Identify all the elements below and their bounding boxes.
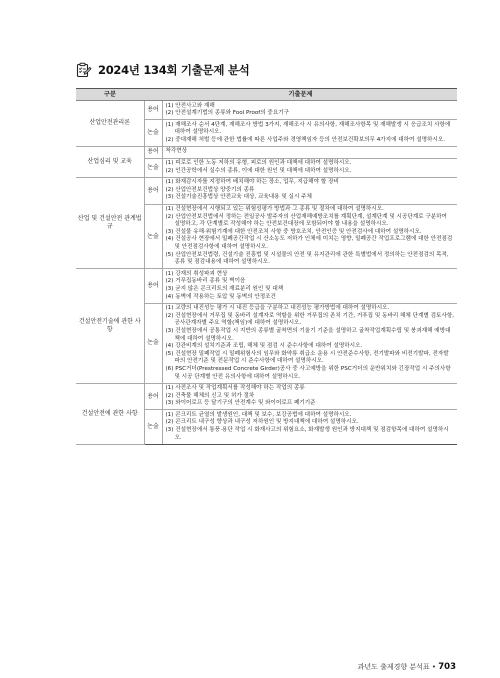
question-item: (2) 안전설계기법의 종류와 Fool Proof의 중요기구	[165, 110, 290, 117]
page-number: 703	[438, 662, 456, 672]
question-item: (5) 산업안전보건법령, 건설기술 진흥법 및 시설물의 안전 및 유지관리에 관한 특별법에서 정의하는 안전점검의 목적, 종류 및 점검내용에 대하여 설명하시오.	[165, 251, 449, 266]
question-item: (2) 산업안전보건법에서 정하는 전일공사 발주자의 산업재해예방조치를 계획단계, 설계단계 및 시공단계로 구분하여 설명하고, 각 단계별로 작성해야 하는 안전보건대장에 포함되어야 할 내용을 설명하시오.	[165, 213, 447, 228]
questions-cell	[162, 410, 457, 444]
question-item: (1) 강재의 취성파괴 현상	[165, 270, 228, 277]
table-header-row	[76, 89, 457, 101]
category-cell: 산업 및 건설안전 관계법규	[76, 177, 144, 269]
question-item: (2) 산업안전보건법상 양중기의 종류	[165, 186, 255, 193]
questions-cell	[162, 204, 457, 269]
question-item: (3) 건설현장에서 통풍·용단 작업 시 화재사고의 위험요소, 화재발생 원인과 방지대책 및 점검항목에 대하여 설명하시오.	[165, 427, 449, 441]
question-item: (2) 건설현장에서 거푸집 및 동바리 설계자로 역할을 위한 거푸집의 존치 기간, 거푸집 및 동바리 해체 단계별 검토사항, 공사관계자별 주요 역할(책임)에 대하여 설명하시오.	[165, 312, 454, 327]
category-cell: 건설안전기술에 관한 사항	[76, 269, 144, 383]
page-heading	[76, 62, 250, 78]
exam-analysis-table	[76, 88, 457, 445]
question-type-cell: 용어	[144, 383, 162, 410]
question-item: (4) 강관비계의 설치기준과 조립, 해체 및 점검 시 준수사항에 대하여 설명하시오.	[165, 343, 363, 350]
question-type-cell: 논술	[144, 204, 162, 269]
question-item: (1) 건설현장에서 시행되고 있는 위험성평가 방법과 그 종류 및 절차에 대하여 설명하시오.	[165, 206, 384, 213]
questions-cell	[162, 146, 457, 158]
checklist-pen-icon	[76, 62, 92, 78]
header-questions: 기출문제	[144, 89, 457, 101]
table-row	[76, 269, 457, 303]
questions-cell	[162, 177, 457, 204]
question-type-cell: 용어	[144, 146, 162, 158]
questions-cell	[162, 158, 457, 177]
question-item: (3) 건설현장에서 공통작업 시 지반의 종류별 굴착면의 기울기 기준을 설명하고 굴착작업계획수립 및 붕괴재해 예방대책에 대하여 설명하시오.	[165, 327, 451, 342]
question-item: (1) 사전조사 및 작업계획서를 작성해야 하는 작업의 종류	[165, 385, 305, 392]
category-cell: 산업안전관리론	[76, 101, 144, 147]
question-type-cell: 논술	[144, 303, 162, 383]
question-item: (1) 콘크리트 균열의 발생원인, 대책 및 보수, 보강공법에 대하여 설명하시오.	[165, 411, 352, 418]
questions-cell	[162, 269, 457, 303]
question-item: (2) 중대재해 처벌 등에 관한 법률에 따른 사업주와 경영책임자 등의 안전보건확보의무 4가지에 대하여 설명하시오.	[165, 136, 446, 143]
question-item: (3) 굳지 않은 콘크리트의 재료분리 원인 및 대책	[165, 285, 284, 292]
table-row	[76, 177, 457, 204]
question-type-cell: 논술	[144, 410, 162, 444]
question-item: (1) 화재감시자를 지정하여 배치해야 하는 장소, 업무, 지급해야 할 장비	[165, 179, 339, 186]
header-category: 구분	[76, 89, 144, 101]
question-item: (3) 건설물 유해·위험기계에 대한 안전조치 사항 중 방호조치, 안전인증 및 안전검사에 대하여 설명하시오.	[165, 228, 422, 235]
questions-cell	[162, 101, 457, 120]
page-footer	[358, 662, 456, 672]
question-item: (1) 피로로 인한 노동 저하의 유형, 피로의 원인과 대책에 대하여 설명하시오.	[165, 160, 352, 167]
question-item: (4) 건설공사 현장에서 밀폐공간작업 시 산소농도 저하가 인체에 미치는 영향, 밀폐공간 작업프로그램에 대한 안전점검 및 안전점검사항에 대하여 설명하시오.	[165, 236, 453, 250]
question-type-cell: 논술	[144, 158, 162, 177]
table-row	[76, 383, 457, 410]
question-item: (5) 건설현장 밀폐작업 시 밀폐위험사의 임무와 화약류 취급소 운용 시 안전준수사항, 전기발파와 비전기발파, 전자발파의 안전기준 및 전문작업 시 준수사항에 대하여 설명하시오.	[165, 350, 449, 365]
category-cell: 산업심리 및 교육	[76, 146, 144, 177]
questions-cell	[162, 383, 457, 410]
question-item: (1) 교량의 내진성능 평가 시 내진 등급을 구분하고 내진성능 평가방법에 대하여 설명하시오.	[165, 305, 390, 312]
question-item: (3) 건설기술진흥법상 안전교육 대상, 교육내용 및 실시 주체	[165, 194, 312, 201]
page-title: 2024년 134회 기출문제 분석	[98, 63, 250, 77]
question-item: (1) 재해조사 순서 4단계, 재해조사 방법 3가지, 재해조사 시 유의사항, 재해조사항목 및 재해발생 시 응급조치 사항에 대하여 설명하시오.	[165, 121, 451, 136]
question-item: (2) 콘크리트 내구성 향상과 내구성 저하원인 및 방지대책에 대하여 설명하시오.	[165, 419, 359, 426]
question-type-cell: 용어	[144, 177, 162, 204]
question-type-cell: 용어	[144, 269, 162, 303]
question-type-cell: 용어	[144, 101, 162, 120]
question-item: (2) 인간공학에서 실수의 종류, 이에 대한 원인 및 대책에 대하여 설명하시오.	[165, 167, 352, 174]
footer-separator: •	[431, 663, 437, 671]
footer-label: 과년도 출제경향 분석표	[357, 663, 430, 671]
table-row	[76, 101, 457, 120]
questions-cell	[162, 303, 457, 383]
question-item: (3) 와이어로프 등 달기구의 안전계수 및 와이어로프 폐기기준	[165, 400, 316, 407]
question-type-cell: 논술	[144, 120, 162, 147]
question-item: (2) 건축물 해체의 신고 및 허가 절차	[165, 392, 255, 399]
table-row	[76, 146, 457, 158]
question-item: (4) 동벽에 작용하는 토압 및 동벽의 안정조건	[165, 293, 276, 300]
question-item: 착각현상	[165, 148, 188, 155]
questions-cell	[162, 120, 457, 147]
question-item: (6) PSC거더(Prestressed Concrete Girder)공사 중 사고예방을 위한 PSC거더의 운반위치와 긴장작업 시 주의사항 및 시공 단계별 안전 유의사항에 대하여 설명하시오.	[165, 365, 451, 380]
category-cell: 건설안전에 관한 사항	[76, 383, 144, 444]
question-item: (2) 거푸집동바리 종류 및 벽이음	[165, 278, 246, 285]
question-item: (1) 안전사고와 재해	[165, 102, 215, 109]
